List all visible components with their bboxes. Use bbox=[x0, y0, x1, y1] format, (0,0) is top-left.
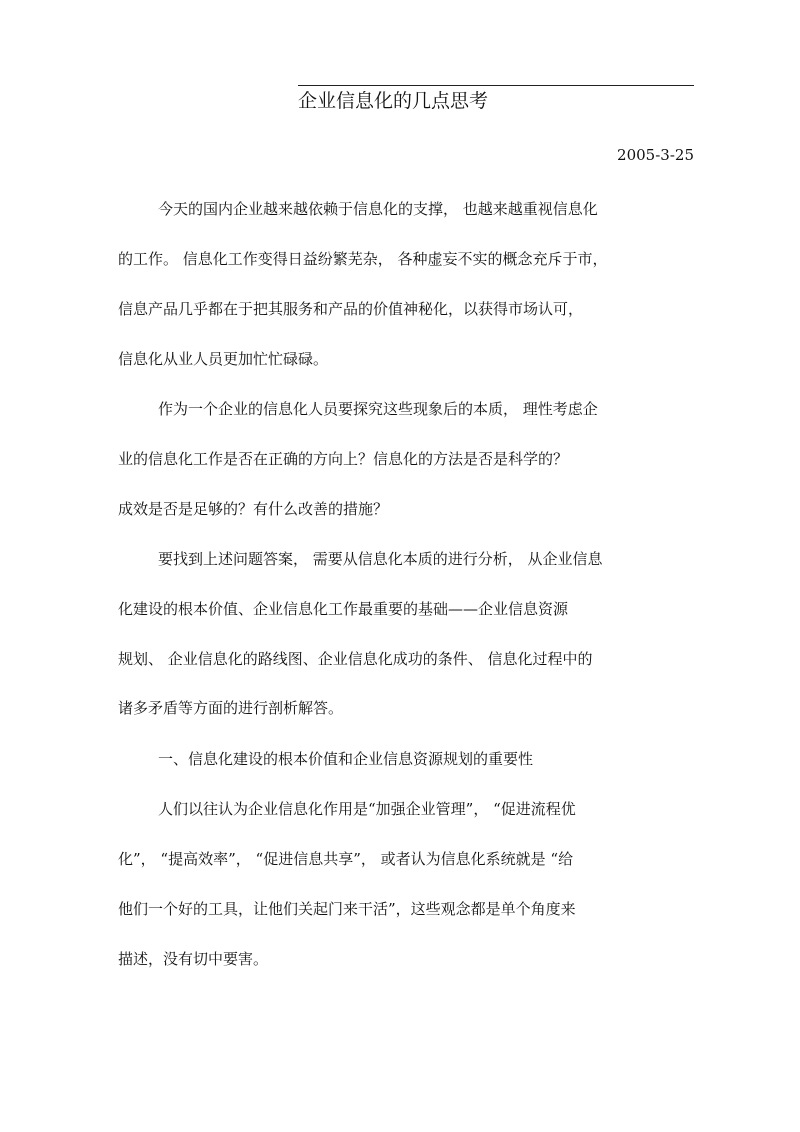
text-line: 今天的国内企业越来越依赖于信息化的支撑， 也越来越重视信息化 bbox=[158, 200, 598, 218]
text-line: 信息化从业人员更加忙忙碌碌。 bbox=[118, 350, 329, 368]
text-line: 化建设的根本价值、企业信息化工作最重要的基础——企业信息资源 bbox=[118, 600, 569, 618]
document-title: 企业信息化的几点思考 bbox=[298, 90, 489, 112]
text-line: 要找到上述问题答案， 需要从信息化本质的进行分析， 从企业信息 bbox=[158, 550, 603, 568]
text-line: 描述，没有切中要害。 bbox=[118, 950, 269, 968]
text-line: 诸多矛盾等方面的进行剖析解答。 bbox=[118, 699, 344, 717]
document-date: 2005-3-25 bbox=[617, 146, 694, 164]
text-line: 人们以往认为企业信息化作用是“加强企业管理”， “促进流程优 bbox=[158, 800, 576, 818]
text-line: 规划、 企业信息化的路线图、企业信息化成功的条件、 信息化过程中的 bbox=[118, 650, 593, 668]
text-line: 一、信息化建设的根本价值和企业信息资源规划的重要性 bbox=[158, 750, 534, 768]
text-line: 作为一个企业的信息化人员要探究这些现象后的本质， 理性考虑企 bbox=[158, 400, 598, 418]
text-line: 成效是否是足够的？有什么改善的措施？ bbox=[118, 500, 389, 518]
text-line: 业的信息化工作是否在正确的方向上？信息化的方法是否是科学的？ bbox=[118, 450, 569, 468]
text-line: 信息产品几乎都在于把其服务和产品的价值神秘化，以获得市场认可， bbox=[118, 300, 584, 318]
text-line: 化”， “提高效率”， “促进信息共享”， 或者认为信息化系统就是 “给 bbox=[118, 850, 574, 868]
text-line: 他们一个好的工具，让他们关起门来干活”，这些观念都是单个角度来 bbox=[118, 900, 576, 918]
text-line: 的工作。 信息化工作变得日益纷繁芜杂， 各种虚妄不实的概念充斥于市， bbox=[118, 250, 608, 268]
